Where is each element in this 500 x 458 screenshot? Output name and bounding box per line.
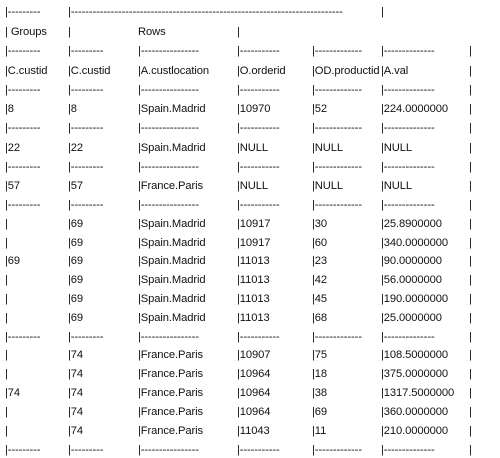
- table-cell: |57: [68, 180, 84, 192]
- table-cell: |: [68, 26, 71, 38]
- table-cell: |45: [312, 293, 328, 305]
- table-cell: |: [469, 180, 472, 192]
- table-cell: |69: [68, 255, 84, 267]
- table-cell: |340.0000000: [381, 237, 449, 249]
- table-cell: |224.0000000: [381, 103, 449, 115]
- divider-line: [0, 120, 500, 136]
- divider-line: [0, 159, 500, 175]
- divider-segment: |: [469, 331, 472, 343]
- table-cell: |10964: [237, 406, 271, 418]
- divider-segment: |---------: [68, 199, 104, 211]
- divider-segment: |---------: [5, 161, 41, 173]
- table-cell: |69: [5, 255, 21, 267]
- divider-segment: |---------------------------------------------------------------------------: [68, 6, 343, 18]
- table-line: [0, 178, 500, 194]
- divider-segment: |: [469, 84, 472, 96]
- table-cell: |: [469, 368, 472, 380]
- table-cell: |22: [5, 142, 21, 154]
- divider-segment: |--------------: [381, 199, 435, 211]
- table-cell: |360.0000000: [381, 406, 449, 418]
- divider-segment: |-------------: [312, 444, 362, 456]
- divider-segment: |-----------: [237, 84, 280, 96]
- table-cell: |NULL: [381, 180, 413, 192]
- table-cell: |: [469, 103, 472, 115]
- table-line: [0, 253, 500, 269]
- table-cell: |74: [68, 349, 84, 361]
- table-cell: |O.orderid: [237, 65, 286, 77]
- divider-segment: |---------: [68, 45, 104, 57]
- table-cell: |74: [68, 425, 84, 437]
- table-cell: |90.0000000: [381, 255, 442, 267]
- divider-segment: |----------------: [138, 122, 199, 134]
- table-cell: |C.custid: [5, 65, 48, 77]
- table-cell: |68: [312, 312, 328, 324]
- table-cell: |74: [68, 387, 84, 399]
- table-cell: |A.val: [381, 65, 409, 77]
- table-cell: |Spain.Madrid: [138, 312, 206, 324]
- table-cell: |69: [312, 406, 328, 418]
- divider-segment: |-----------: [237, 199, 280, 211]
- table-cell: |: [469, 293, 472, 305]
- divider-segment: |----------------: [138, 199, 199, 211]
- table-cell: |: [469, 406, 472, 418]
- table-cell: |: [469, 387, 472, 399]
- table-cell: |OD.productid: [312, 65, 380, 77]
- divider-segment: |---------: [68, 84, 104, 96]
- table-cell: |11: [312, 425, 327, 437]
- table-cell: |52: [312, 103, 328, 115]
- divider-segment: |-----------: [237, 122, 280, 134]
- divider-segment: |-------------: [312, 45, 362, 57]
- table-cell: |74: [68, 406, 84, 418]
- table-cell: |Spain.Madrid: [138, 103, 206, 115]
- table-cell: |69: [68, 237, 84, 249]
- table-cell: |375.0000000: [381, 368, 449, 380]
- table-cell: |: [5, 312, 8, 324]
- divider-segment: |-------------: [312, 199, 362, 211]
- table-line: [0, 140, 500, 156]
- divider-segment: |-----------: [237, 444, 280, 456]
- divider-line: [0, 4, 500, 20]
- table-cell: |: [469, 142, 472, 154]
- table-cell: |NULL: [312, 180, 344, 192]
- divider-line: [0, 329, 500, 345]
- divider-segment: |-----------: [237, 331, 280, 343]
- table-cell: |10907: [237, 349, 271, 361]
- table-cell: |: [469, 218, 472, 230]
- divider-segment: |-------------: [312, 161, 362, 173]
- divider-segment: |---------: [5, 331, 41, 343]
- table-cell: |60: [312, 237, 328, 249]
- table-line: [0, 101, 500, 117]
- divider-segment: |----------------: [138, 331, 199, 343]
- divider-segment: |-----------: [237, 161, 280, 173]
- divider-segment: |---------: [5, 199, 41, 211]
- table-cell: |1317.5000000: [381, 387, 455, 399]
- table-cell: |11043: [237, 425, 270, 437]
- table-cell: |Spain.Madrid: [138, 274, 206, 286]
- table-cell: |: [469, 425, 472, 437]
- table-cell: |57: [5, 180, 21, 192]
- table-cell: |25.0000000: [381, 312, 442, 324]
- table-cell: |56.0000000: [381, 274, 442, 286]
- divider-segment: |--------------: [381, 84, 435, 96]
- table-cell: |: [469, 312, 472, 324]
- table-cell: |Spain.Madrid: [138, 237, 206, 249]
- table-cell: |69: [68, 218, 84, 230]
- divider-segment: |: [469, 122, 472, 134]
- divider-segment: |----------------: [138, 84, 199, 96]
- table-cell: |10964: [237, 387, 271, 399]
- table-cell: |11013: [237, 312, 270, 324]
- table-cell: |10917: [237, 237, 271, 249]
- table-cell: |NULL: [312, 142, 344, 154]
- table-cell: |18: [312, 368, 328, 380]
- table-line: [0, 385, 500, 401]
- table-cell: |22: [68, 142, 84, 154]
- table-line: [0, 291, 500, 307]
- divider-segment: |: [469, 199, 472, 211]
- divider-segment: |----------------: [138, 45, 199, 57]
- table-cell: |NULL: [381, 142, 413, 154]
- divider-segment: |--------------: [381, 331, 435, 343]
- table-line: [0, 272, 500, 288]
- table-line: [0, 404, 500, 420]
- divider-segment: |--------------: [381, 444, 435, 456]
- divider-segment: |---------: [5, 6, 41, 18]
- divider-line: [0, 43, 500, 59]
- divider-segment: |---------: [68, 161, 104, 173]
- table-cell: |: [5, 274, 8, 286]
- divider-segment: |----------------: [138, 444, 199, 456]
- table-cell: |38: [312, 387, 328, 399]
- table-cell: |Spain.Madrid: [138, 142, 206, 154]
- divider-segment: |--------------: [381, 161, 435, 173]
- table-cell: |10917: [237, 218, 271, 230]
- table-cell: |210.0000000: [381, 425, 449, 437]
- table-line: [0, 310, 500, 326]
- table-cell: |74: [68, 368, 84, 380]
- table-cell: |A.custlocation: [138, 65, 210, 77]
- divider-segment: |-----------: [237, 45, 280, 57]
- table-cell: |: [469, 255, 472, 267]
- table-cell: |74: [5, 387, 21, 399]
- table-cell: |: [469, 65, 472, 77]
- table-cell: |10964: [237, 368, 271, 380]
- divider-segment: |: [381, 6, 384, 18]
- divider-segment: |: [469, 45, 472, 57]
- divider-segment: |: [469, 161, 472, 173]
- table-cell: |108.5000000: [381, 349, 449, 361]
- divider-segment: |: [469, 444, 472, 456]
- table-cell: |Spain.Madrid: [138, 293, 206, 305]
- table-line: [0, 347, 500, 363]
- table-cell: |: [5, 237, 8, 249]
- table-line: [0, 63, 500, 79]
- table-cell: |190.0000000: [381, 293, 449, 305]
- table-cell: |NULL: [237, 180, 269, 192]
- table-line: [0, 423, 500, 439]
- divider-segment: |---------: [68, 122, 104, 134]
- divider-segment: |---------: [5, 444, 41, 456]
- table-cell: |11013: [237, 274, 270, 286]
- table-cell: |11013: [237, 293, 270, 305]
- table-cell: |69: [68, 274, 84, 286]
- table-line: [0, 366, 500, 382]
- table-cell: |: [469, 349, 472, 361]
- table-cell: |8: [5, 103, 14, 115]
- divider-line: [0, 197, 500, 213]
- table-cell: |: [5, 406, 8, 418]
- table-cell: |30: [312, 218, 328, 230]
- table-cell: | Groups: [5, 26, 47, 38]
- table-cell: |France.Paris: [138, 387, 204, 399]
- divider-segment: |-------------: [312, 84, 362, 96]
- table-cell: |11013: [237, 255, 270, 267]
- table-line: [0, 235, 500, 251]
- divider-segment: |---------: [68, 444, 104, 456]
- divider-segment: |---------: [5, 45, 41, 57]
- table-cell: |42: [312, 274, 328, 286]
- table-line: [0, 24, 500, 40]
- table-cell: |: [237, 26, 240, 38]
- table-cell: Rows: [138, 26, 166, 38]
- table-cell: |25.8900000: [381, 218, 442, 230]
- table-cell: |France.Paris: [138, 425, 204, 437]
- divider-segment: |---------: [5, 84, 41, 96]
- table-cell: |: [5, 425, 8, 437]
- table-cell: |France.Paris: [138, 349, 204, 361]
- table-cell: |France.Paris: [138, 180, 204, 192]
- table-cell: |69: [68, 312, 84, 324]
- table-cell: |: [5, 349, 8, 361]
- divider-segment: |----------------: [138, 161, 199, 173]
- table-cell: |: [5, 218, 8, 230]
- table-cell: |10970: [237, 103, 271, 115]
- table-cell: |23: [312, 255, 328, 267]
- table-cell: |: [5, 368, 8, 380]
- divider-line: [0, 82, 500, 98]
- divider-segment: |---------: [5, 122, 41, 134]
- table-cell: |: [5, 293, 8, 305]
- table-cell: |8: [68, 103, 77, 115]
- table-cell: |69: [68, 293, 84, 305]
- table-cell: |: [469, 237, 472, 249]
- table-cell: |Spain.Madrid: [138, 255, 206, 267]
- table-cell: |France.Paris: [138, 406, 204, 418]
- table-cell: |Spain.Madrid: [138, 218, 206, 230]
- table-cell: |75: [312, 349, 328, 361]
- divider-segment: |--------------: [381, 122, 435, 134]
- table-cell: |C.custid: [68, 65, 111, 77]
- divider-segment: |-------------: [312, 122, 362, 134]
- divider-segment: |--------------: [381, 45, 435, 57]
- divider-segment: |-------------: [312, 331, 362, 343]
- table-cell: |: [469, 274, 472, 286]
- table-line: [0, 216, 500, 232]
- table-cell: |NULL: [237, 142, 269, 154]
- divider-segment: |---------: [68, 331, 104, 343]
- table-cell: |France.Paris: [138, 368, 204, 380]
